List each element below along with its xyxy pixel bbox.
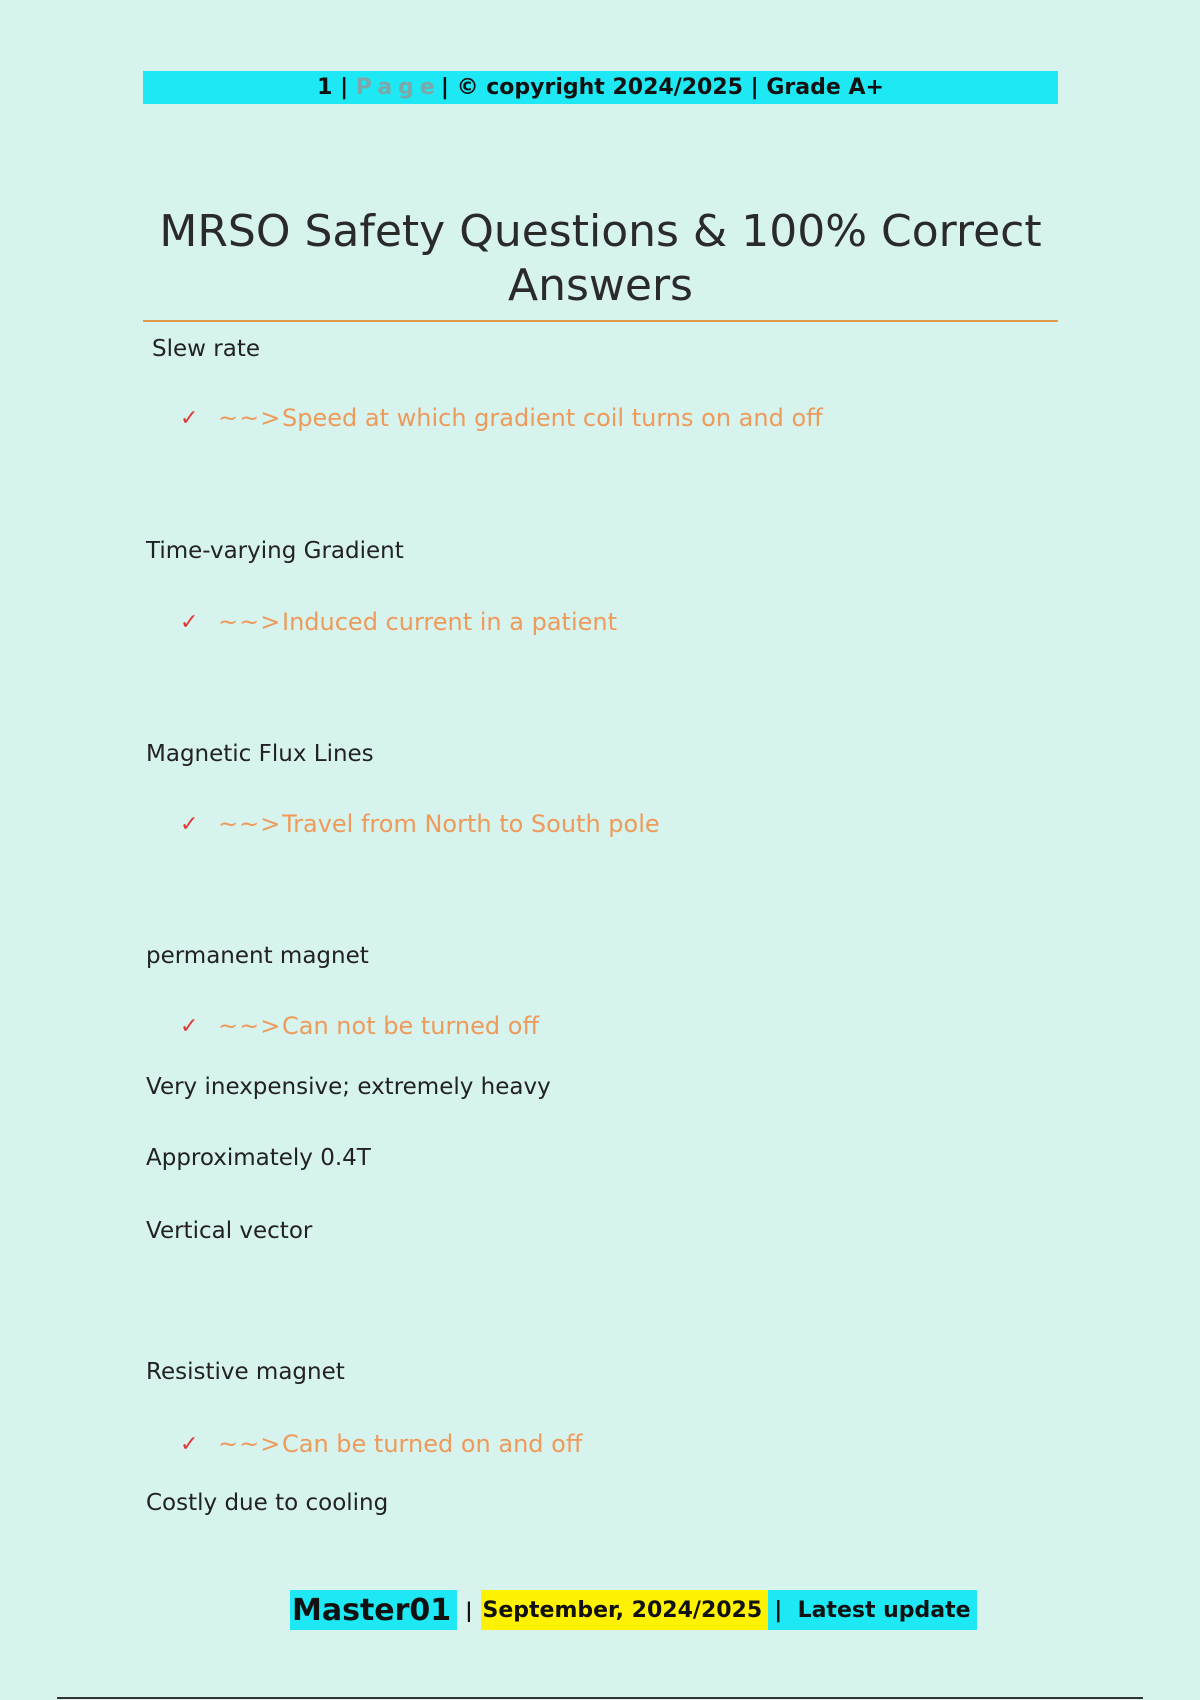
date-label: September, 2024/2025 [481,1590,769,1630]
arrow-icon: ~~> [218,1012,282,1040]
note-text: Costly due to cooling [146,1490,389,1516]
answer-text: Travel from North to South pole [282,810,660,838]
checkmark-icon: ✓ [180,405,199,431]
grade-text: Grade A+ [766,75,884,100]
answer-text: Can be turned on and off [282,1430,583,1458]
checkmark-icon: ✓ [180,609,199,635]
question-text: Resistive magnet [146,1359,345,1385]
footer-separator: | [774,1597,783,1623]
document-title: MRSO Safety Questions & 100% Correct Answers [159,206,1042,311]
answer-text: Speed at which gradient coil turns on and off [282,404,823,432]
checkmark-icon: ✓ [180,811,199,837]
note-text: Very inexpensive; extremely heavy [146,1074,551,1100]
answer-text: Can not be turned off [282,1012,539,1040]
answer-row [180,608,617,636]
arrow-icon: ~~> [218,404,282,432]
question-text: Slew rate [152,336,260,362]
page-word: Page [355,75,441,100]
update-text: Latest update [797,1597,971,1623]
arrow-icon: ~~> [218,810,282,838]
header-separator: | [440,75,449,100]
bottom-divider [57,1697,1143,1699]
checkmark-icon: ✓ [180,1431,199,1457]
answer-row [180,810,660,838]
question-text: permanent magnet [146,943,369,969]
note-text: Vertical vector [146,1218,313,1244]
footer-separator: | [465,1598,473,1622]
answer-text: Induced current in a patient [282,608,618,636]
page-number: 1 [317,75,333,100]
title-divider [143,320,1058,322]
answer-row [180,404,823,432]
header-separator: | [340,75,349,100]
page-header [143,71,1058,104]
question-text: Magnetic Flux Lines [146,741,374,767]
copyright-text: © copyright 2024/2025 [456,75,743,100]
arrow-icon: ~~> [218,1430,282,1458]
update-label [768,1590,976,1630]
brand-label: Master01 [290,1590,457,1630]
answer-row [180,1012,539,1040]
note-text: Approximately 0.4T [146,1145,371,1171]
page-footer [290,1590,977,1630]
answer-row [180,1430,582,1458]
header-separator: | [750,75,759,100]
checkmark-icon: ✓ [180,1013,199,1039]
arrow-icon: ~~> [218,608,282,636]
question-text: Time-varying Gradient [146,538,404,564]
